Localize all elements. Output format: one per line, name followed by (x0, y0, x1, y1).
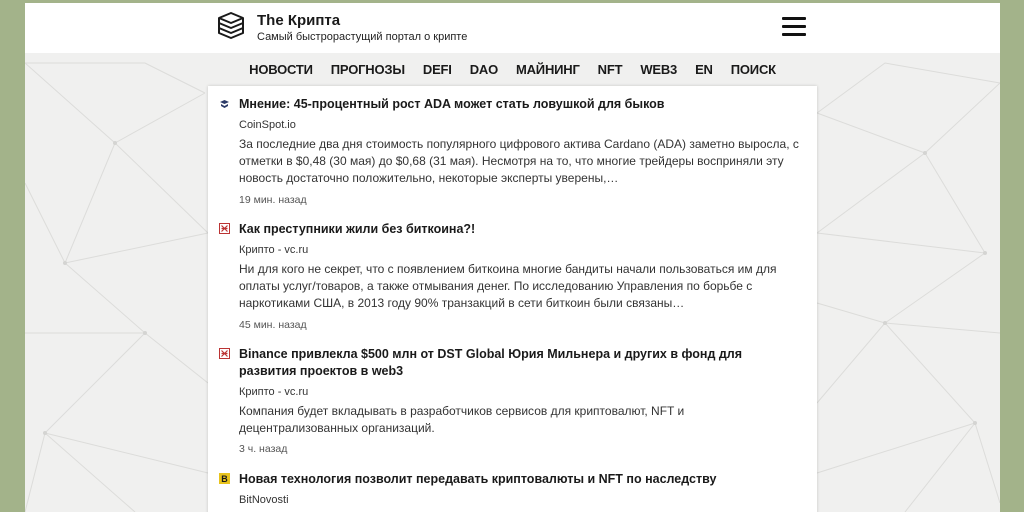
news-headline[interactable]: Как преступники жили без биткоина?! (239, 222, 476, 236)
news-source[interactable]: CoinSpot.io (239, 119, 296, 131)
nav-item-mining[interactable]: МАЙНИНГ (515, 62, 580, 77)
site-tagline: Самый быстрорастущий портал о крипте (257, 31, 468, 43)
nav-item-en[interactable]: EN (695, 62, 713, 77)
coinspot-icon (219, 98, 230, 109)
news-headline[interactable]: Мнение: 45-процентный рост ADA может стать ловушкой для быков (239, 97, 665, 111)
vc-ru-icon (219, 223, 230, 234)
nav-item-web3[interactable]: WEB3 (640, 62, 678, 77)
news-source[interactable]: Крипто - vc.ru (239, 386, 309, 398)
nav-item-news[interactable]: НОВОСТИ (249, 62, 313, 77)
news-feed (208, 86, 817, 512)
news-summary: Ни для кого не секрет, что с появлением биткоина многие бандиты начали пользоваться им для оплаты услуг/товаров, а также отмывания денег. По исследованию Управления по борьбе с наркотиками США, в 2013 году 90% транзакций в сети биткоин были связаны… (239, 262, 777, 310)
news-headline[interactable]: Новая технология позволит передавать криптовалюты и NFT по наследству (239, 472, 717, 486)
vc-ru-icon (219, 348, 230, 359)
site-header (25, 3, 1000, 53)
news-source[interactable]: Крипто - vc.ru (239, 244, 309, 256)
page (25, 3, 1000, 512)
hamburger-menu-icon[interactable] (782, 17, 806, 37)
bitnovosti-icon (219, 473, 230, 484)
news-time: 19 мин. назад (239, 194, 307, 206)
nav-item-defi[interactable]: DEFI (422, 62, 452, 77)
news-headline[interactable]: Binance привлекла $500 млн от DST Global Юрия Мильнера и других в фонд для развития проектов в web3 (239, 347, 743, 378)
news-source[interactable]: BitNovosti (239, 494, 289, 506)
site-title[interactable]: The Крипта (257, 12, 341, 29)
news-time: 3 ч. назад (239, 443, 288, 455)
svg-text:B: B (221, 474, 228, 484)
nav-item-search[interactable]: ПОИСК (730, 62, 776, 77)
nav-item-forecasts[interactable]: ПРОГНОЗЫ (330, 62, 405, 77)
nav-item-nft[interactable]: NFT (597, 62, 623, 77)
news-summary: За последние два дня стоимость популярного цифрового актива Cardano (ADA) заметно выросла, с отметки в $0,48 (30 мая) до $0,68 (31 мая). Несмотря на то, что многие трейдеры восприняли эту новость достаточно положительно, некоторые эксперты уверены,… (239, 137, 799, 185)
main-nav (25, 59, 1000, 81)
news-time: 45 мин. назад (239, 319, 307, 331)
stacked-coins-icon[interactable] (216, 10, 246, 40)
news-summary: Компания будет вкладывать в разработчиков сервисов для криптовалют, NFT и децентрализованных организаций. (239, 404, 685, 435)
nav-item-dao[interactable]: DAO (469, 62, 498, 77)
